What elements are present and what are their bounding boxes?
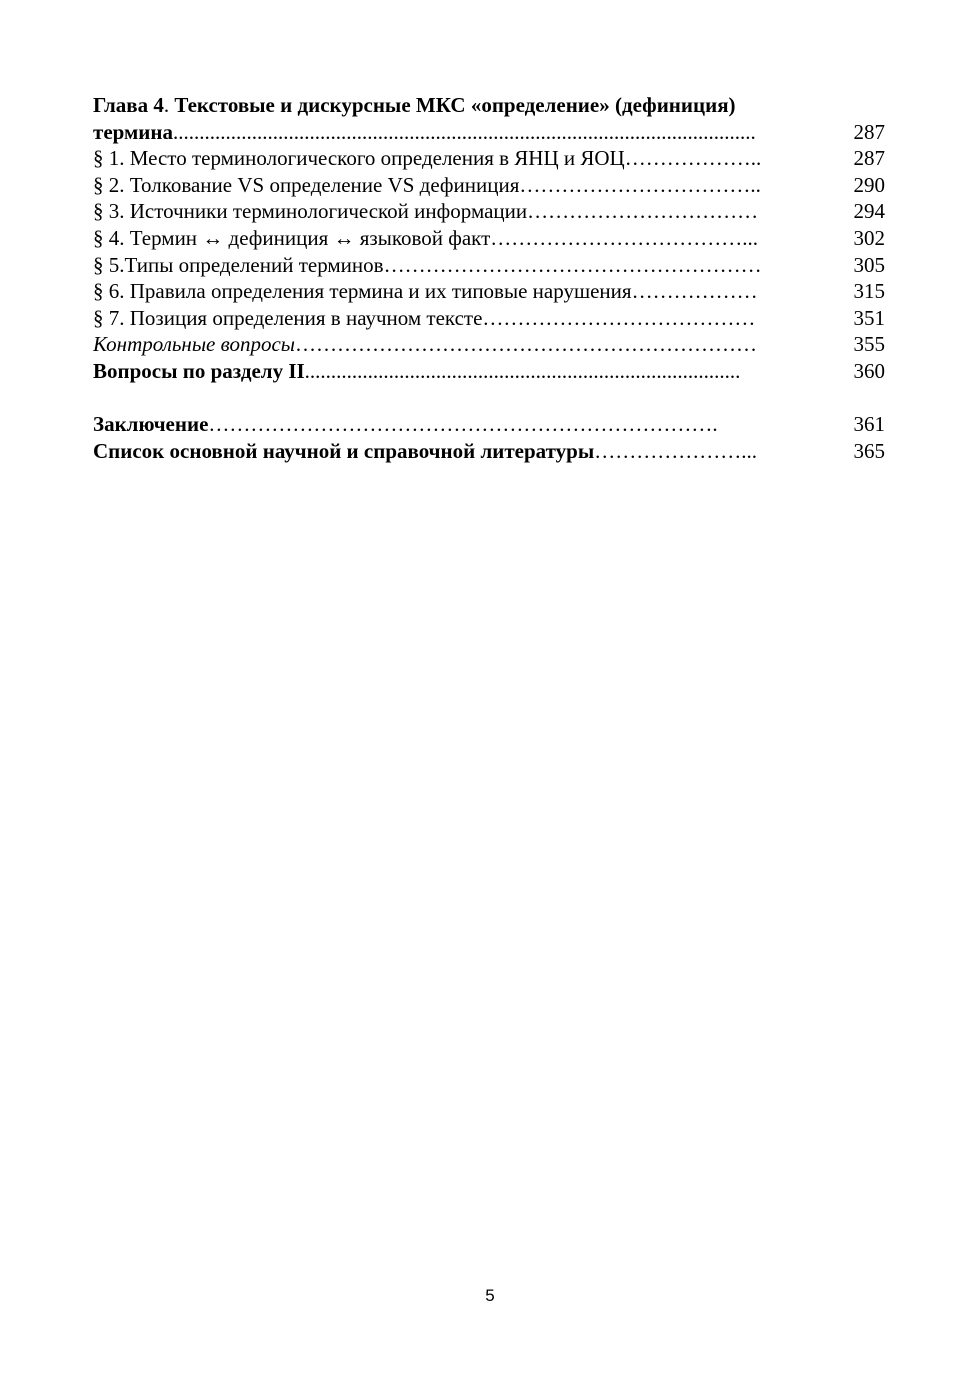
toc-item[interactable] [93,225,885,252]
leader-dots: ……………………………………………… [383,252,762,277]
toc-page-number: 305 [853,252,885,277]
leader-dots: …………………………… [527,199,759,224]
leader-dots: ……………….. [624,146,762,171]
leader-dots: …………………... [594,438,757,463]
page-number: 5 [485,1286,495,1305]
toc-item-title: § 4. Термин ↔ дефиниция ↔ языковой факт [93,225,491,250]
toc-item-title: Контрольные вопросы [93,332,296,357]
chapter-separator: . [163,93,175,117]
toc-page-number: 351 [853,305,885,330]
leader-dots: ................................................................................... [304,358,741,383]
toc-item-title: Заключение [93,412,209,437]
toc-item[interactable] [93,252,885,279]
toc-section-questions[interactable] [93,358,885,385]
toc-item-title: § 7. Позиция определения в научном тексте [93,305,483,330]
toc-page-number: 361 [853,412,885,437]
chapter-title-quote: «определение» [470,93,610,117]
chapter-title-part1: Текстовые и дискурсные МКС [174,93,471,117]
leader-dots: ……………… [631,279,758,304]
toc-item[interactable] [93,305,885,332]
toc-item[interactable] [93,278,885,305]
toc-page-number: 302 [853,225,885,250]
toc-page-number: 287 [853,146,885,171]
toc-item-title: Вопросы по разделу II [93,358,305,383]
toc-bibliography[interactable] [93,438,885,465]
toc-item-title: § 5.Типы определений терминов [93,252,384,277]
chapter-prefix: Глава 4 [93,93,164,117]
toc-item-title: § 1. Место терминологического определения в ЯНЦ и ЯОЦ [93,146,625,171]
toc-control-questions[interactable] [93,331,885,358]
toc-item[interactable] [93,198,885,225]
toc-item[interactable] [93,145,885,172]
leader-dots: ............................................................................................................... [173,119,756,144]
leader-dots: ………………………………………………………………. [208,412,718,437]
toc-page-number: 360 [853,358,885,383]
leader-dots: …………………………….. [519,172,761,197]
leader-dots: ………………………………... [490,225,759,250]
spacer [93,385,885,412]
toc-item[interactable] [93,172,885,199]
table-of-contents [93,92,885,464]
toc-item-title: § 6. Правила определения термина и их типовые нарушения [93,279,632,304]
toc-page-number: 294 [853,199,885,224]
toc-chapter-entry[interactable] [93,119,885,146]
chapter-title-line2: термина [93,119,174,144]
toc-conclusion[interactable] [93,411,885,438]
toc-item-title: § 3. Источники терминологической информации [93,199,528,224]
toc-page-number: 290 [853,172,885,197]
toc-page-number: 287 [853,119,885,144]
toc-item-title: Список основной научной и справочной литературы [93,438,595,463]
toc-page-number: 365 [853,438,885,463]
toc-item-title: § 2. Толкование VS определение VS дефиниция [93,172,520,197]
leader-dots: ………………………………… [482,305,756,330]
leader-dots: ………………………………………………………… [295,332,758,357]
toc-chapter-title-line [93,92,885,119]
toc-page-number: 315 [853,279,885,304]
chapter-title-part2: (дефиниция) [609,93,736,117]
toc-page-number: 355 [853,332,885,357]
